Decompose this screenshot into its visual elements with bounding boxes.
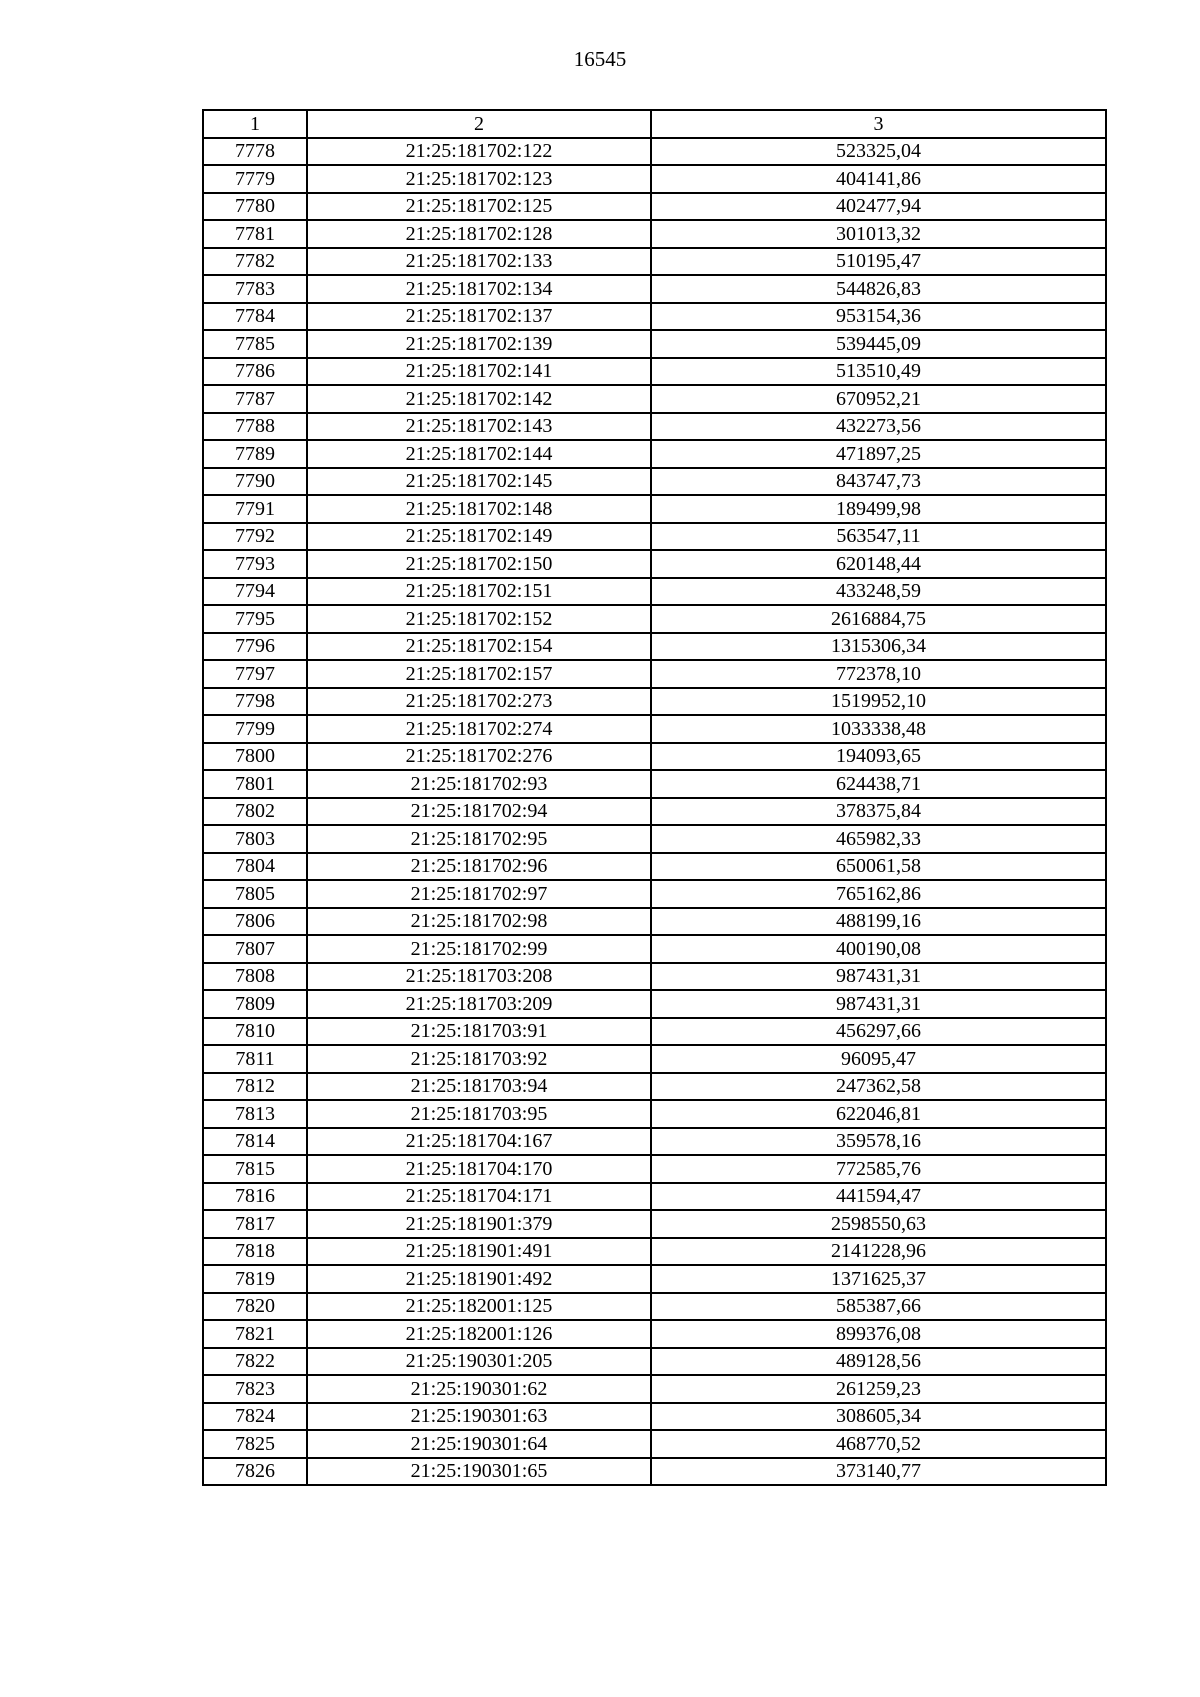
table-row — [203, 1348, 1106, 1376]
row-number-cell: 7797 — [203, 660, 307, 688]
table-row — [203, 330, 1106, 358]
value-cell: 488199,16 — [651, 908, 1106, 936]
cadastral-number-cell: 21:25:181703:95 — [307, 1100, 651, 1128]
table-row — [203, 495, 1106, 523]
table-row — [203, 413, 1106, 441]
cadastral-number-cell: 21:25:181901:492 — [307, 1265, 651, 1293]
row-number-cell: 7809 — [203, 990, 307, 1018]
table-row — [203, 1073, 1106, 1101]
value-cell: 2598550,63 — [651, 1210, 1106, 1238]
value-cell: 899376,08 — [651, 1320, 1106, 1348]
cadastral-number-cell: 21:25:190301:205 — [307, 1348, 651, 1376]
table-row — [203, 358, 1106, 386]
cadastral-number-cell: 21:25:181704:167 — [307, 1128, 651, 1156]
value-cell: 843747,73 — [651, 468, 1106, 496]
row-number-cell: 7821 — [203, 1320, 307, 1348]
table-row — [203, 193, 1106, 221]
table-row — [203, 853, 1106, 881]
value-cell: 402477,94 — [651, 193, 1106, 221]
table-row — [203, 440, 1106, 468]
cadastral-number-cell: 21:25:181702:142 — [307, 385, 651, 413]
cadastral-number-cell: 21:25:181901:491 — [307, 1238, 651, 1266]
value-cell: 765162,86 — [651, 880, 1106, 908]
cadastral-number-cell: 21:25:181702:276 — [307, 743, 651, 771]
table-row — [203, 165, 1106, 193]
column-header-2: 2 — [307, 110, 651, 138]
table-header — [203, 110, 1106, 138]
cadastral-number-cell: 21:25:190301:64 — [307, 1430, 651, 1458]
row-number-cell: 7806 — [203, 908, 307, 936]
row-number-cell: 7792 — [203, 523, 307, 551]
cadastral-number-cell: 21:25:190301:65 — [307, 1458, 651, 1486]
value-cell: 987431,31 — [651, 963, 1106, 991]
row-number-cell: 7812 — [203, 1073, 307, 1101]
value-cell: 489128,56 — [651, 1348, 1106, 1376]
row-number-cell: 7780 — [203, 193, 307, 221]
table-row — [203, 1430, 1106, 1458]
row-number-cell: 7807 — [203, 935, 307, 963]
row-number-cell: 7799 — [203, 715, 307, 743]
row-number-cell: 7819 — [203, 1265, 307, 1293]
value-cell: 194093,65 — [651, 743, 1106, 771]
value-cell: 373140,77 — [651, 1458, 1106, 1486]
row-number-cell: 7826 — [203, 1458, 307, 1486]
cadastral-number-cell: 21:25:181702:137 — [307, 303, 651, 331]
page-number: 16545 — [573, 47, 627, 71]
value-cell: 432273,56 — [651, 413, 1106, 441]
row-number-cell: 7822 — [203, 1348, 307, 1376]
row-number-cell: 7795 — [203, 605, 307, 633]
row-number-cell: 7787 — [203, 385, 307, 413]
value-cell: 523325,04 — [651, 138, 1106, 166]
cadastral-number-cell: 21:25:181703:94 — [307, 1073, 651, 1101]
cadastral-number-cell: 21:25:181703:91 — [307, 1018, 651, 1046]
table-row — [203, 1155, 1106, 1183]
value-cell: 620148,44 — [651, 550, 1106, 578]
row-number-cell: 7785 — [203, 330, 307, 358]
value-cell: 441594,47 — [651, 1183, 1106, 1211]
table-row — [203, 468, 1106, 496]
value-cell: 456297,66 — [651, 1018, 1106, 1046]
table-row — [203, 990, 1106, 1018]
row-number-cell: 7823 — [203, 1375, 307, 1403]
cadastral-number-cell: 21:25:181901:379 — [307, 1210, 651, 1238]
cadastral-number-cell: 21:25:181703:209 — [307, 990, 651, 1018]
value-cell: 468770,52 — [651, 1430, 1106, 1458]
cadastral-number-cell: 21:25:181702:96 — [307, 853, 651, 881]
value-cell: 400190,08 — [651, 935, 1106, 963]
cadastral-number-cell: 21:25:181702:133 — [307, 248, 651, 276]
cadastral-number-cell: 21:25:181702:98 — [307, 908, 651, 936]
table-row — [203, 578, 1106, 606]
table-row — [203, 1403, 1106, 1431]
row-number-cell: 7796 — [203, 633, 307, 661]
table-row — [203, 220, 1106, 248]
row-number-cell: 7793 — [203, 550, 307, 578]
cadastral-number-cell: 21:25:181702:149 — [307, 523, 651, 551]
cadastral-number-cell: 21:25:190301:62 — [307, 1375, 651, 1403]
row-number-cell: 7814 — [203, 1128, 307, 1156]
row-number-cell: 7815 — [203, 1155, 307, 1183]
table-row — [203, 660, 1106, 688]
data-table — [202, 109, 1107, 1486]
row-number-cell: 7804 — [203, 853, 307, 881]
cadastral-number-cell: 21:25:181704:170 — [307, 1155, 651, 1183]
row-number-cell: 7805 — [203, 880, 307, 908]
table-row — [203, 605, 1106, 633]
row-number-cell: 7824 — [203, 1403, 307, 1431]
cadastral-number-cell: 21:25:181702:95 — [307, 825, 651, 853]
table-row — [203, 1018, 1106, 1046]
cadastral-number-cell: 21:25:181702:145 — [307, 468, 651, 496]
value-cell: 1519952,10 — [651, 688, 1106, 716]
value-cell: 359578,16 — [651, 1128, 1106, 1156]
table-row — [203, 715, 1106, 743]
table-row — [203, 275, 1106, 303]
value-cell: 953154,36 — [651, 303, 1106, 331]
table-row — [203, 770, 1106, 798]
table-row — [203, 825, 1106, 853]
row-number-cell: 7810 — [203, 1018, 307, 1046]
row-number-cell: 7808 — [203, 963, 307, 991]
cadastral-number-cell: 21:25:181702:141 — [307, 358, 651, 386]
cadastral-number-cell: 21:25:190301:63 — [307, 1403, 651, 1431]
cadastral-number-cell: 21:25:181704:171 — [307, 1183, 651, 1211]
table-row — [203, 633, 1106, 661]
value-cell: 378375,84 — [651, 798, 1106, 826]
value-cell: 987431,31 — [651, 990, 1106, 1018]
value-cell: 513510,49 — [651, 358, 1106, 386]
table-row — [203, 550, 1106, 578]
value-cell: 2141228,96 — [651, 1238, 1106, 1266]
value-cell: 1371625,37 — [651, 1265, 1106, 1293]
table-row — [203, 798, 1106, 826]
value-cell: 404141,86 — [651, 165, 1106, 193]
table-row — [203, 385, 1106, 413]
value-cell: 772378,10 — [651, 660, 1106, 688]
row-number-cell: 7825 — [203, 1430, 307, 1458]
cadastral-number-cell: 21:25:182001:125 — [307, 1293, 651, 1321]
cadastral-number-cell: 21:25:181702:157 — [307, 660, 651, 688]
value-cell: 585387,66 — [651, 1293, 1106, 1321]
table-row — [203, 1320, 1106, 1348]
row-number-cell: 7779 — [203, 165, 307, 193]
table-row — [203, 1458, 1106, 1486]
value-cell: 622046,81 — [651, 1100, 1106, 1128]
row-number-cell: 7788 — [203, 413, 307, 441]
cadastral-number-cell: 21:25:181702:144 — [307, 440, 651, 468]
column-header-3: 3 — [651, 110, 1106, 138]
cadastral-number-cell: 21:25:181702:128 — [307, 220, 651, 248]
cadastral-number-cell: 21:25:181702:154 — [307, 633, 651, 661]
row-number-cell: 7786 — [203, 358, 307, 386]
table-row — [203, 1183, 1106, 1211]
row-number-cell: 7811 — [203, 1045, 307, 1073]
row-number-cell: 7802 — [203, 798, 307, 826]
cadastral-number-cell: 21:25:181702:152 — [307, 605, 651, 633]
cadastral-number-cell: 21:25:181702:143 — [307, 413, 651, 441]
value-cell: 465982,33 — [651, 825, 1106, 853]
value-cell: 301013,32 — [651, 220, 1106, 248]
cadastral-number-cell: 21:25:181703:208 — [307, 963, 651, 991]
value-cell: 1033338,48 — [651, 715, 1106, 743]
table-row — [203, 1293, 1106, 1321]
table-row — [203, 248, 1106, 276]
cadastral-number-cell: 21:25:181702:148 — [307, 495, 651, 523]
table-row — [203, 688, 1106, 716]
value-cell: 433248,59 — [651, 578, 1106, 606]
cadastral-number-cell: 21:25:181702:125 — [307, 193, 651, 221]
value-cell: 650061,58 — [651, 853, 1106, 881]
table-body — [203, 138, 1106, 1486]
table-row — [203, 1128, 1106, 1156]
value-cell: 510195,47 — [651, 248, 1106, 276]
table-row — [203, 303, 1106, 331]
value-cell: 471897,25 — [651, 440, 1106, 468]
table-row — [203, 523, 1106, 551]
cadastral-number-cell: 21:25:181703:92 — [307, 1045, 651, 1073]
column-header-1: 1 — [203, 110, 307, 138]
cadastral-number-cell: 21:25:181702:93 — [307, 770, 651, 798]
table-row — [203, 935, 1106, 963]
cadastral-number-cell: 21:25:181702:97 — [307, 880, 651, 908]
cadastral-number-cell: 21:25:181702:99 — [307, 935, 651, 963]
row-number-cell: 7816 — [203, 1183, 307, 1211]
value-cell: 96095,47 — [651, 1045, 1106, 1073]
value-cell: 2616884,75 — [651, 605, 1106, 633]
value-cell: 544826,83 — [651, 275, 1106, 303]
cadastral-number-cell: 21:25:181702:122 — [307, 138, 651, 166]
cadastral-number-cell: 21:25:181702:94 — [307, 798, 651, 826]
value-cell: 563547,11 — [651, 523, 1106, 551]
value-cell: 624438,71 — [651, 770, 1106, 798]
cadastral-number-cell: 21:25:181702:150 — [307, 550, 651, 578]
value-cell: 772585,76 — [651, 1155, 1106, 1183]
row-number-cell: 7784 — [203, 303, 307, 331]
cadastral-number-cell: 21:25:181702:123 — [307, 165, 651, 193]
table-row — [203, 880, 1106, 908]
value-cell: 670952,21 — [651, 385, 1106, 413]
row-number-cell: 7800 — [203, 743, 307, 771]
row-number-cell: 7798 — [203, 688, 307, 716]
row-number-cell: 7794 — [203, 578, 307, 606]
value-cell: 247362,58 — [651, 1073, 1106, 1101]
row-number-cell: 7789 — [203, 440, 307, 468]
table-row — [203, 1100, 1106, 1128]
table-header-row — [203, 110, 1106, 138]
table-row — [203, 908, 1106, 936]
cadastral-number-cell: 21:25:182001:126 — [307, 1320, 651, 1348]
row-number-cell: 7820 — [203, 1293, 307, 1321]
row-number-cell: 7813 — [203, 1100, 307, 1128]
table-row — [203, 1238, 1106, 1266]
row-number-cell: 7783 — [203, 275, 307, 303]
row-number-cell: 7778 — [203, 138, 307, 166]
value-cell: 308605,34 — [651, 1403, 1106, 1431]
table-row — [203, 1375, 1106, 1403]
cadastral-number-cell: 21:25:181702:134 — [307, 275, 651, 303]
table-row — [203, 743, 1106, 771]
row-number-cell: 7791 — [203, 495, 307, 523]
table-row — [203, 1045, 1106, 1073]
table-row — [203, 1265, 1106, 1293]
value-cell: 539445,09 — [651, 330, 1106, 358]
row-number-cell: 7818 — [203, 1238, 307, 1266]
value-cell: 261259,23 — [651, 1375, 1106, 1403]
row-number-cell: 7801 — [203, 770, 307, 798]
table-row — [203, 1210, 1106, 1238]
row-number-cell: 7803 — [203, 825, 307, 853]
row-number-cell: 7781 — [203, 220, 307, 248]
cadastral-number-cell: 21:25:181702:151 — [307, 578, 651, 606]
cadastral-number-cell: 21:25:181702:274 — [307, 715, 651, 743]
cadastral-number-cell: 21:25:181702:139 — [307, 330, 651, 358]
table-row — [203, 138, 1106, 166]
row-number-cell: 7817 — [203, 1210, 307, 1238]
cadastral-number-cell: 21:25:181702:273 — [307, 688, 651, 716]
table-row — [203, 963, 1106, 991]
row-number-cell: 7782 — [203, 248, 307, 276]
row-number-cell: 7790 — [203, 468, 307, 496]
value-cell: 1315306,34 — [651, 633, 1106, 661]
value-cell: 189499,98 — [651, 495, 1106, 523]
